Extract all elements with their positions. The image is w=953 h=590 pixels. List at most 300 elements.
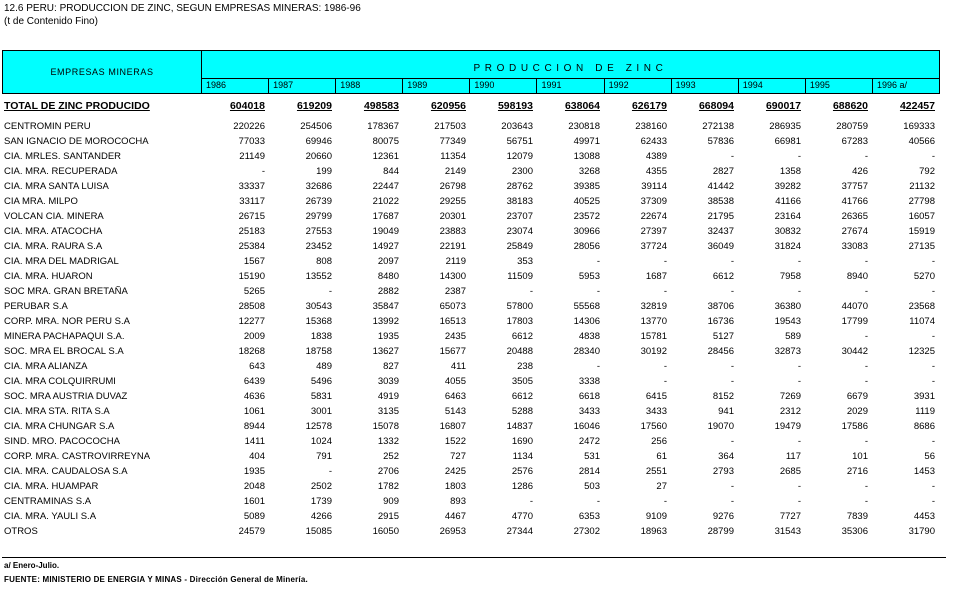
production-value: 117	[785, 451, 801, 462]
year-header: 1986	[202, 79, 269, 94]
production-value: 77349	[439, 136, 466, 147]
table-row	[2, 134, 940, 149]
production-value: 27302	[573, 526, 600, 537]
page-subtitle: (t de Contenido Fino)	[4, 16, 98, 27]
production-value: 404	[249, 451, 265, 462]
production-value: 531	[584, 451, 600, 462]
production-value: -	[797, 376, 801, 387]
production-value: 4055	[444, 376, 466, 387]
table-row	[2, 524, 940, 539]
header-production-label: PRODUCCION DE ZINC	[473, 63, 668, 74]
production-value: 30192	[640, 346, 667, 357]
production-value: 2312	[779, 406, 801, 417]
production-value: 238160	[635, 121, 667, 132]
production-value: 7839	[846, 511, 868, 522]
table-row	[2, 254, 940, 269]
company-name: SIND. MRO. PACOCOCHA	[4, 436, 120, 447]
production-value: 12578	[305, 421, 332, 432]
production-value: 40566	[908, 136, 935, 147]
production-value: 23452	[305, 241, 332, 252]
company-name: CORP. MRA. NOR PERU S.A	[4, 316, 130, 327]
company-name: CIA. MRA. HUARON	[4, 271, 93, 282]
production-value: 25849	[506, 241, 533, 252]
production-value: 9109	[645, 511, 667, 522]
production-value: 6612	[712, 271, 734, 282]
production-value: 8940	[846, 271, 868, 282]
production-value: 3433	[645, 406, 667, 417]
company-name: OTROS	[4, 526, 38, 537]
production-value: 11509	[507, 271, 533, 282]
production-value: 808	[316, 256, 332, 267]
production-value: 1567	[243, 256, 265, 267]
production-value: 23164	[774, 211, 801, 222]
production-value: 5953	[578, 271, 600, 282]
total-value-text: 598193	[497, 100, 533, 112]
production-value: 6612	[511, 391, 533, 402]
year-header: 1993	[672, 79, 739, 94]
company-name: VOLCAN CIA. MINERA	[4, 211, 104, 222]
production-value: 37757	[841, 181, 868, 192]
production-value: 35306	[841, 526, 868, 537]
production-value: -	[864, 376, 868, 387]
production-value: 15781	[640, 331, 667, 342]
production-value: 28508	[238, 301, 265, 312]
production-value: 38706	[707, 301, 734, 312]
production-value: 893	[450, 496, 466, 507]
total-value-text: 422457	[899, 100, 935, 112]
total-value-text: 690017	[765, 100, 801, 112]
production-value: 2882	[377, 286, 399, 297]
production-value: 57800	[506, 301, 533, 312]
production-value: 5270	[913, 271, 935, 282]
production-value: 26798	[439, 181, 466, 192]
production-value: 15078	[372, 421, 399, 432]
year-header: 1994	[739, 79, 806, 94]
production-value: 272138	[702, 121, 734, 132]
total-value-text: 638064	[564, 100, 600, 112]
production-value: -	[864, 496, 868, 507]
production-value: 39114	[641, 181, 667, 192]
table-header	[2, 50, 940, 94]
production-value: -	[596, 496, 600, 507]
production-value: 941	[718, 406, 734, 417]
production-value: 411	[450, 361, 466, 372]
table-row	[2, 404, 940, 419]
production-value: -	[663, 496, 667, 507]
production-value: 8944	[243, 421, 265, 432]
production-value: 15085	[305, 526, 332, 537]
production-value: 36049	[707, 241, 734, 252]
production-value: 1935	[377, 331, 399, 342]
production-value: 2009	[243, 331, 265, 342]
company-name: SOC MRA. GRAN BRETAÑA	[4, 286, 128, 297]
production-value: 230818	[568, 121, 600, 132]
company-name: CIA. MRA. ATACOCHA	[4, 226, 103, 237]
production-value: 101	[852, 451, 868, 462]
table-row	[2, 359, 940, 374]
production-value: 57836	[707, 136, 734, 147]
production-value: -	[730, 361, 734, 372]
production-value: 18268	[238, 346, 265, 357]
production-value: 4919	[377, 391, 399, 402]
production-value: 5496	[310, 376, 332, 387]
production-value: 19049	[372, 226, 399, 237]
production-value: 6612	[511, 331, 533, 342]
production-value: -	[663, 286, 667, 297]
production-value: 12325	[908, 346, 935, 357]
production-value: 22447	[372, 181, 399, 192]
production-value: 30442	[841, 346, 868, 357]
total-value	[203, 98, 270, 115]
production-value: -	[730, 436, 734, 447]
table-row	[2, 269, 940, 284]
production-value: -	[864, 331, 868, 342]
production-value: 44070	[841, 301, 868, 312]
production-value: 21022	[372, 196, 399, 207]
production-value: 2472	[578, 436, 600, 447]
production-value: 280759	[836, 121, 868, 132]
production-value: -	[797, 361, 801, 372]
production-value: 2149	[444, 166, 466, 177]
total-value-text: 688620	[832, 100, 868, 112]
production-value: 16807	[439, 421, 466, 432]
production-value: 17560	[640, 421, 667, 432]
production-value: 2048	[243, 481, 265, 492]
total-value-text: 619209	[296, 100, 332, 112]
table-row	[2, 284, 940, 299]
company-name: CIA. MRA DEL MADRIGAL	[4, 256, 119, 267]
production-value: 13088	[573, 151, 600, 162]
year-header: 1987	[269, 79, 336, 94]
production-value: -	[663, 361, 667, 372]
production-value: 5265	[243, 286, 265, 297]
production-value: 3268	[578, 166, 600, 177]
production-value: 2425	[444, 466, 466, 477]
production-value: 41442	[707, 181, 734, 192]
production-value: 21149	[239, 151, 265, 162]
production-value: 31790	[908, 526, 935, 537]
production-value: -	[663, 256, 667, 267]
production-value: -	[931, 256, 935, 267]
production-value: -	[864, 256, 868, 267]
production-value: 791	[316, 451, 332, 462]
company-name: CENTRAMINAS S.A	[4, 496, 92, 507]
production-value: 26739	[305, 196, 332, 207]
production-value: 217503	[434, 121, 466, 132]
production-value: -	[663, 376, 667, 387]
total-label: TOTAL DE ZINC PRODUCIDO	[4, 100, 150, 112]
production-value: 426	[852, 166, 868, 177]
table-row	[2, 329, 940, 344]
production-value: 8480	[377, 271, 399, 282]
production-value: -	[864, 286, 868, 297]
production-value: 40525	[573, 196, 600, 207]
production-value: 1522	[444, 436, 466, 447]
production-value: 32873	[774, 346, 801, 357]
production-value: 21795	[707, 211, 734, 222]
production-value: 2814	[578, 466, 600, 477]
production-value: 7269	[779, 391, 801, 402]
production-value: 3135	[377, 406, 399, 417]
production-value: 19070	[707, 421, 734, 432]
production-value: 49971	[573, 136, 600, 147]
production-value: 28456	[707, 346, 734, 357]
production-value: 14300	[439, 271, 466, 282]
production-value: 80075	[372, 136, 399, 147]
production-value: 2706	[377, 466, 399, 477]
production-value: 1411	[244, 436, 265, 447]
production-value: 27553	[305, 226, 332, 237]
production-value: 27397	[640, 226, 667, 237]
production-value: 169333	[903, 121, 935, 132]
production-value: -	[529, 286, 533, 297]
year-header: 1990	[470, 79, 537, 94]
production-value: 5288	[511, 406, 533, 417]
production-value: -	[931, 436, 935, 447]
production-value: 17803	[506, 316, 533, 327]
production-value: -	[261, 166, 265, 177]
table-row	[2, 299, 940, 314]
production-value: -	[730, 496, 734, 507]
production-value: -	[596, 361, 600, 372]
total-value-text: 668094	[698, 100, 734, 112]
total-value	[739, 98, 806, 115]
production-value: 22674	[640, 211, 667, 222]
production-value: 2029	[846, 406, 868, 417]
production-value: 1119	[915, 406, 935, 417]
production-value: 30543	[305, 301, 332, 312]
production-value: 26365	[841, 211, 868, 222]
production-value: 4636	[243, 391, 265, 402]
production-value: 13770	[640, 316, 667, 327]
company-name: SAN IGNACIO DE MOROCOCHA	[4, 136, 149, 147]
production-value: 28762	[506, 181, 533, 192]
production-value: 31543	[774, 526, 801, 537]
production-value: 35847	[372, 301, 399, 312]
table-row	[2, 494, 940, 509]
production-value: 23883	[439, 226, 466, 237]
production-value: 27	[656, 481, 667, 492]
production-value: 1739	[310, 496, 332, 507]
production-value: 19479	[774, 421, 801, 432]
production-value: 2716	[846, 466, 868, 477]
production-value: 727	[450, 451, 466, 462]
production-value: 28340	[573, 346, 600, 357]
production-value: 2551	[645, 466, 667, 477]
production-value: 1286	[511, 481, 533, 492]
production-value: 1690	[511, 436, 533, 447]
year-header: 1992	[605, 79, 672, 94]
production-value: -	[328, 466, 332, 477]
production-value: 203643	[501, 121, 533, 132]
production-value: 11354	[440, 151, 466, 162]
production-value: 41766	[841, 196, 868, 207]
production-value: 589	[785, 331, 801, 342]
table-row	[2, 179, 940, 194]
production-value: 23707	[506, 211, 533, 222]
production-value: 238	[517, 361, 533, 372]
total-value	[605, 98, 672, 115]
production-value: 56	[924, 451, 935, 462]
total-row	[2, 98, 940, 115]
table-row	[2, 314, 940, 329]
production-value: 37309	[640, 196, 667, 207]
production-value: 4389	[645, 151, 667, 162]
company-name: CIA. MRA STA. RITA S.A	[4, 406, 110, 417]
production-value: -	[797, 151, 801, 162]
production-value: 286935	[769, 121, 801, 132]
year-header: 1988	[336, 79, 403, 94]
production-value: 220226	[233, 121, 265, 132]
production-value: 4838	[578, 331, 600, 342]
production-value: 15368	[305, 316, 332, 327]
production-value: 4266	[310, 511, 332, 522]
company-name: CIA. MRA. RAURA S.A	[4, 241, 103, 252]
production-value: 643	[249, 361, 265, 372]
production-value: -	[931, 286, 935, 297]
table-row	[2, 224, 940, 239]
production-value: -	[797, 256, 801, 267]
production-value: 6353	[578, 511, 600, 522]
production-value: -	[596, 256, 600, 267]
production-value: 13552	[305, 271, 332, 282]
production-value: 31824	[774, 241, 801, 252]
production-value: -	[864, 361, 868, 372]
production-value: 33337	[238, 181, 265, 192]
production-value: 16736	[707, 316, 734, 327]
production-value: 5127	[712, 331, 734, 342]
production-value: 2300	[511, 166, 533, 177]
table-row	[2, 374, 940, 389]
production-value: 19543	[774, 316, 801, 327]
production-value: 18963	[640, 526, 667, 537]
production-value: 27798	[908, 196, 935, 207]
company-name: SOC. MRA AUSTRIA DUVAZ	[4, 391, 128, 402]
production-value: 252	[383, 451, 399, 462]
production-value: 8152	[712, 391, 734, 402]
production-value: -	[730, 376, 734, 387]
company-name: CIA. MRA CHUNGAR S.A	[4, 421, 115, 432]
production-value: 33117	[239, 196, 265, 207]
total-value-text: 626179	[631, 100, 667, 112]
production-value: 15190	[238, 271, 265, 282]
production-value: -	[730, 151, 734, 162]
production-value: 3039	[377, 376, 399, 387]
production-value: 256	[651, 436, 667, 447]
production-value: 30832	[774, 226, 801, 237]
production-value: 20488	[506, 346, 533, 357]
production-value: -	[931, 151, 935, 162]
table-row	[2, 419, 940, 434]
production-value: -	[931, 361, 935, 372]
production-value: 489	[316, 361, 332, 372]
table-row	[2, 344, 940, 359]
total-value	[873, 98, 940, 115]
production-value: -	[730, 256, 734, 267]
production-value: 66981	[774, 136, 801, 147]
production-value: 5143	[444, 406, 466, 417]
production-value: 24579	[238, 526, 265, 537]
production-value: 1061	[243, 406, 265, 417]
production-value: 12361	[372, 151, 399, 162]
production-value: 2119	[445, 256, 466, 267]
table-row	[2, 389, 940, 404]
production-value: 38183	[506, 196, 533, 207]
production-value: 2097	[377, 256, 399, 267]
production-value: 2915	[377, 511, 399, 522]
production-value: 13992	[372, 316, 399, 327]
production-value: 178367	[367, 121, 399, 132]
production-value: 25384	[238, 241, 265, 252]
production-value: 254506	[300, 121, 332, 132]
company-name: CIA MRA. MILPO	[4, 196, 78, 207]
year-header: 1989	[403, 79, 470, 94]
production-value: 41166	[775, 196, 801, 207]
production-value: 4770	[511, 511, 533, 522]
production-value: 29799	[305, 211, 332, 222]
production-value: -	[797, 496, 801, 507]
production-value: 3338	[578, 376, 600, 387]
production-value: -	[931, 376, 935, 387]
company-name: CIA. MRA ALIANZA	[4, 361, 88, 372]
production-value: 13627	[372, 346, 399, 357]
production-value: -	[730, 286, 734, 297]
production-value: 14306	[573, 316, 600, 327]
company-name: PERUBAR S.A	[4, 301, 68, 312]
production-value: 56751	[506, 136, 533, 147]
production-value: -	[864, 151, 868, 162]
production-value: 65073	[439, 301, 466, 312]
production-value: 1453	[913, 466, 935, 477]
production-value: 15919	[908, 226, 935, 237]
production-value: 12277	[238, 316, 265, 327]
company-name: CORP. MRA. CASTROVIRREYNA	[4, 451, 151, 462]
production-value: -	[730, 481, 734, 492]
table-row	[2, 434, 940, 449]
production-value: 1134	[512, 451, 533, 462]
production-value: -	[797, 286, 801, 297]
production-value: 4355	[645, 166, 667, 177]
year-header: 1996 a/	[876, 80, 907, 90]
production-value: 16050	[372, 526, 399, 537]
production-value: 23572	[573, 211, 600, 222]
production-value: 20301	[439, 211, 466, 222]
production-value: -	[797, 436, 801, 447]
company-name: CENTROMIN PERU	[4, 121, 91, 132]
production-value: 4467	[444, 511, 466, 522]
production-value: 28056	[573, 241, 600, 252]
zinc-production-table	[2, 98, 940, 539]
production-value: -	[931, 481, 935, 492]
production-value: 12079	[506, 151, 533, 162]
production-value: 25183	[238, 226, 265, 237]
production-value: 32819	[640, 301, 667, 312]
year-header: 1995	[806, 79, 873, 94]
table-row	[2, 119, 940, 134]
table-row	[2, 164, 940, 179]
production-value: 27344	[506, 526, 533, 537]
company-name: SOC. MRA EL BROCAL S.A	[4, 346, 124, 357]
production-value: 39282	[774, 181, 801, 192]
production-value: 1782	[377, 481, 399, 492]
company-name: CIA. MRA COLQUIRRUMI	[4, 376, 116, 387]
table-row	[2, 479, 940, 494]
footnote: a/ Enero-Julio.	[4, 561, 60, 570]
page-title: 12.6 PERU: PRODUCCION DE ZINC, SEGUN EMPRESAS MINERAS: 1986-96	[4, 3, 361, 14]
production-value: 2576	[511, 466, 533, 477]
production-value: 4453	[913, 511, 935, 522]
production-value: 199	[316, 166, 332, 177]
